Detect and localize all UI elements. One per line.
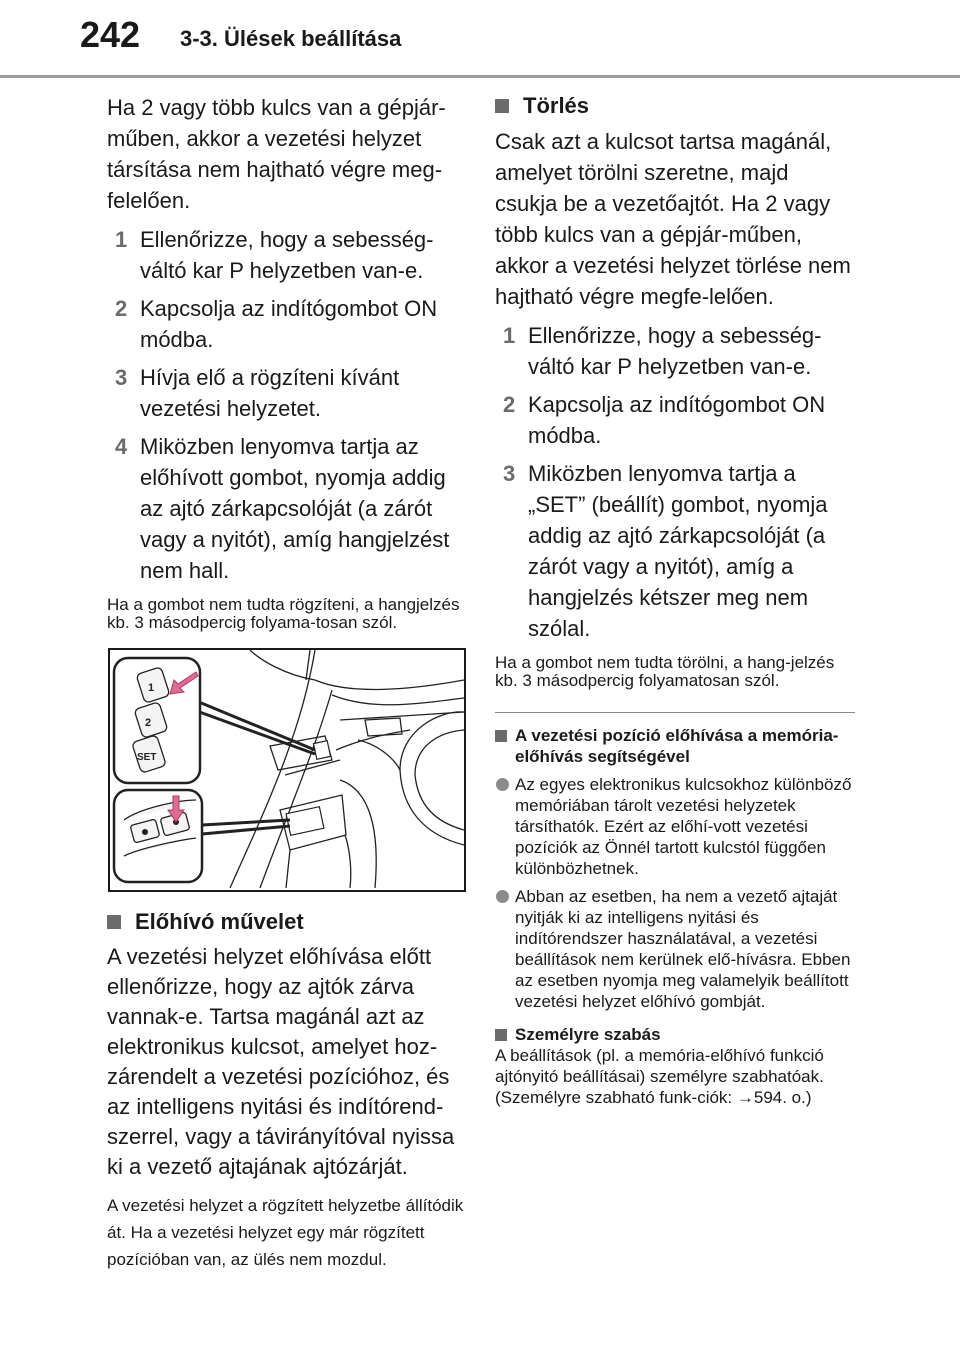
step-number: 1	[115, 227, 128, 252]
door-switch-illustration	[108, 648, 466, 892]
step-item	[107, 293, 467, 355]
step-item	[495, 389, 855, 451]
recall-text: A vezetési helyzet előhívása előtt ellenőrizze, hogy az ajtók zárva vannak-e. Tartsa magánál azt az elektronikus kulcsot, amelyet hoz-zárendelt a vezetési pozícióhoz, és az intelligens nyitási és indítórend-szerrel, vagy a távirányítóval nyissa ki a vezető ajtajának ajtózárját.	[107, 944, 455, 1179]
memory-recall-heading	[495, 725, 855, 767]
step-item	[495, 458, 855, 644]
step-number: 3	[115, 365, 128, 390]
step-item	[495, 320, 855, 382]
step-item	[107, 224, 467, 286]
delete-text: Csak azt a kulcsot tartsa magánál, amelyet törölni szeretne, majd csukja be a vezetőajtót. Ha 2 vagy több kulcs van a gépjár-műben, akkor a vezetési helyzet törlése nem hajtható végre megfe-lelően.	[495, 129, 851, 309]
round-bullet-icon	[496, 890, 509, 903]
delete-note: Ha a gombot nem tudta törölni, a hang-jelzés kb. 3 másodpercig folyamatosan szól.	[495, 653, 835, 690]
step-number: 2	[503, 392, 516, 417]
bullet-text: Abban az esetben, ha nem a vezető ajtaját nyitják ki az intelligens nyitási és indítórendszer használatával, a vezetési beállítások nem kerülnek elő-hívásra. Ebben az esetben nyomja meg valamelyik beállított vezetési helyzet előhívó gombját.	[515, 887, 851, 1011]
step-text: Miközben lenyomva tartja a „SET” (beállít) gombot, nyomja addig az ajtó zárkapcsolóját (a zárót vagy a nyitót), amíg a hangjelzés kétszer meg nem szólal.	[528, 461, 828, 641]
step-number: 2	[115, 296, 128, 321]
step-item	[107, 362, 467, 424]
store-note: Ha a gombot nem tudta rögzíteni, a hangjelzés kb. 3 másodpercig folyama-tosan szól.	[107, 595, 460, 632]
left-column	[107, 92, 467, 1273]
round-bullet-icon	[496, 778, 509, 791]
memory-recall-heading-text: A vezetési pozíció előhívása a memória-előhívás segítségével	[515, 726, 839, 766]
bullet-text: Az egyes elektronikus kulcsokhoz különböző memóriában tárolt vezetési helyzetek társíthatók. Ezért az előhí-vott vezetési pozíciók az Önnél tartott kulcstól függően különbözhetnek.	[515, 775, 852, 878]
info-bullet	[495, 886, 855, 1012]
step-text: Ellenőrizze, hogy a sebesség-váltó kar P helyzetben van-e.	[528, 323, 822, 379]
customization-text: A beállítások (pl. a memória-előhívó funkció ajtónyitó beállításai) személyre szabhatóak. (Személyre szabható funk-ciók: →594. o.)	[495, 1046, 824, 1107]
set-button-label: SET	[137, 752, 157, 763]
step-item	[107, 431, 467, 586]
step-text: Kapcsolja az indítógombot ON módba.	[140, 296, 438, 352]
step-text: Hívja elő a rögzíteni kívánt vezetési helyzetet.	[140, 365, 400, 421]
step-number: 1	[503, 323, 516, 348]
square-bullet-icon	[495, 730, 507, 742]
step-text: Ellenőrizze, hogy a sebesség-váltó kar P helyzetben van-e.	[140, 227, 434, 283]
recall-heading	[107, 908, 467, 936]
delete-heading-text: Törlés	[523, 93, 590, 118]
step-text: Kapcsolja az indítógombot ON módba.	[528, 392, 826, 448]
customization-heading	[495, 1024, 855, 1045]
square-bullet-icon	[495, 99, 509, 113]
page-number: 242	[80, 14, 141, 55]
page-header	[0, 0, 960, 80]
header-divider	[0, 75, 960, 78]
square-bullet-icon	[107, 915, 121, 929]
memory-button-1-label: 1	[148, 682, 155, 694]
recall-note: A vezetési helyzet a rögzített helyzetbe állítódik át. Ha a vezetési helyzet egy már rögzített pozícióban van, az ülés nem mozdul.	[107, 1196, 464, 1269]
delete-heading	[495, 92, 855, 120]
recall-heading-text: Előhívó művelet	[135, 909, 304, 934]
square-bullet-icon	[495, 1029, 507, 1041]
section-title: 3-3. Ülések beállítása	[180, 26, 402, 51]
info-bullet	[495, 774, 855, 879]
customization-heading-text: Személyre szabás	[515, 1025, 661, 1044]
right-column	[495, 92, 855, 1108]
memory-button-2-label: 2	[145, 717, 152, 729]
step-number: 4	[115, 434, 128, 459]
intro-text: Ha 2 vagy több kulcs van a gépjár-műben, akkor a vezetési helyzet társítása nem hajtható végre meg-felelően.	[107, 95, 446, 213]
step-number: 3	[503, 461, 516, 486]
step-text: Miközben lenyomva tartja az előhívott gombot, nyomja addig az ajtó zárkapcsolóját (a zárót vagy a nyitót), amíg hangjelzést nem hall.	[140, 434, 450, 583]
